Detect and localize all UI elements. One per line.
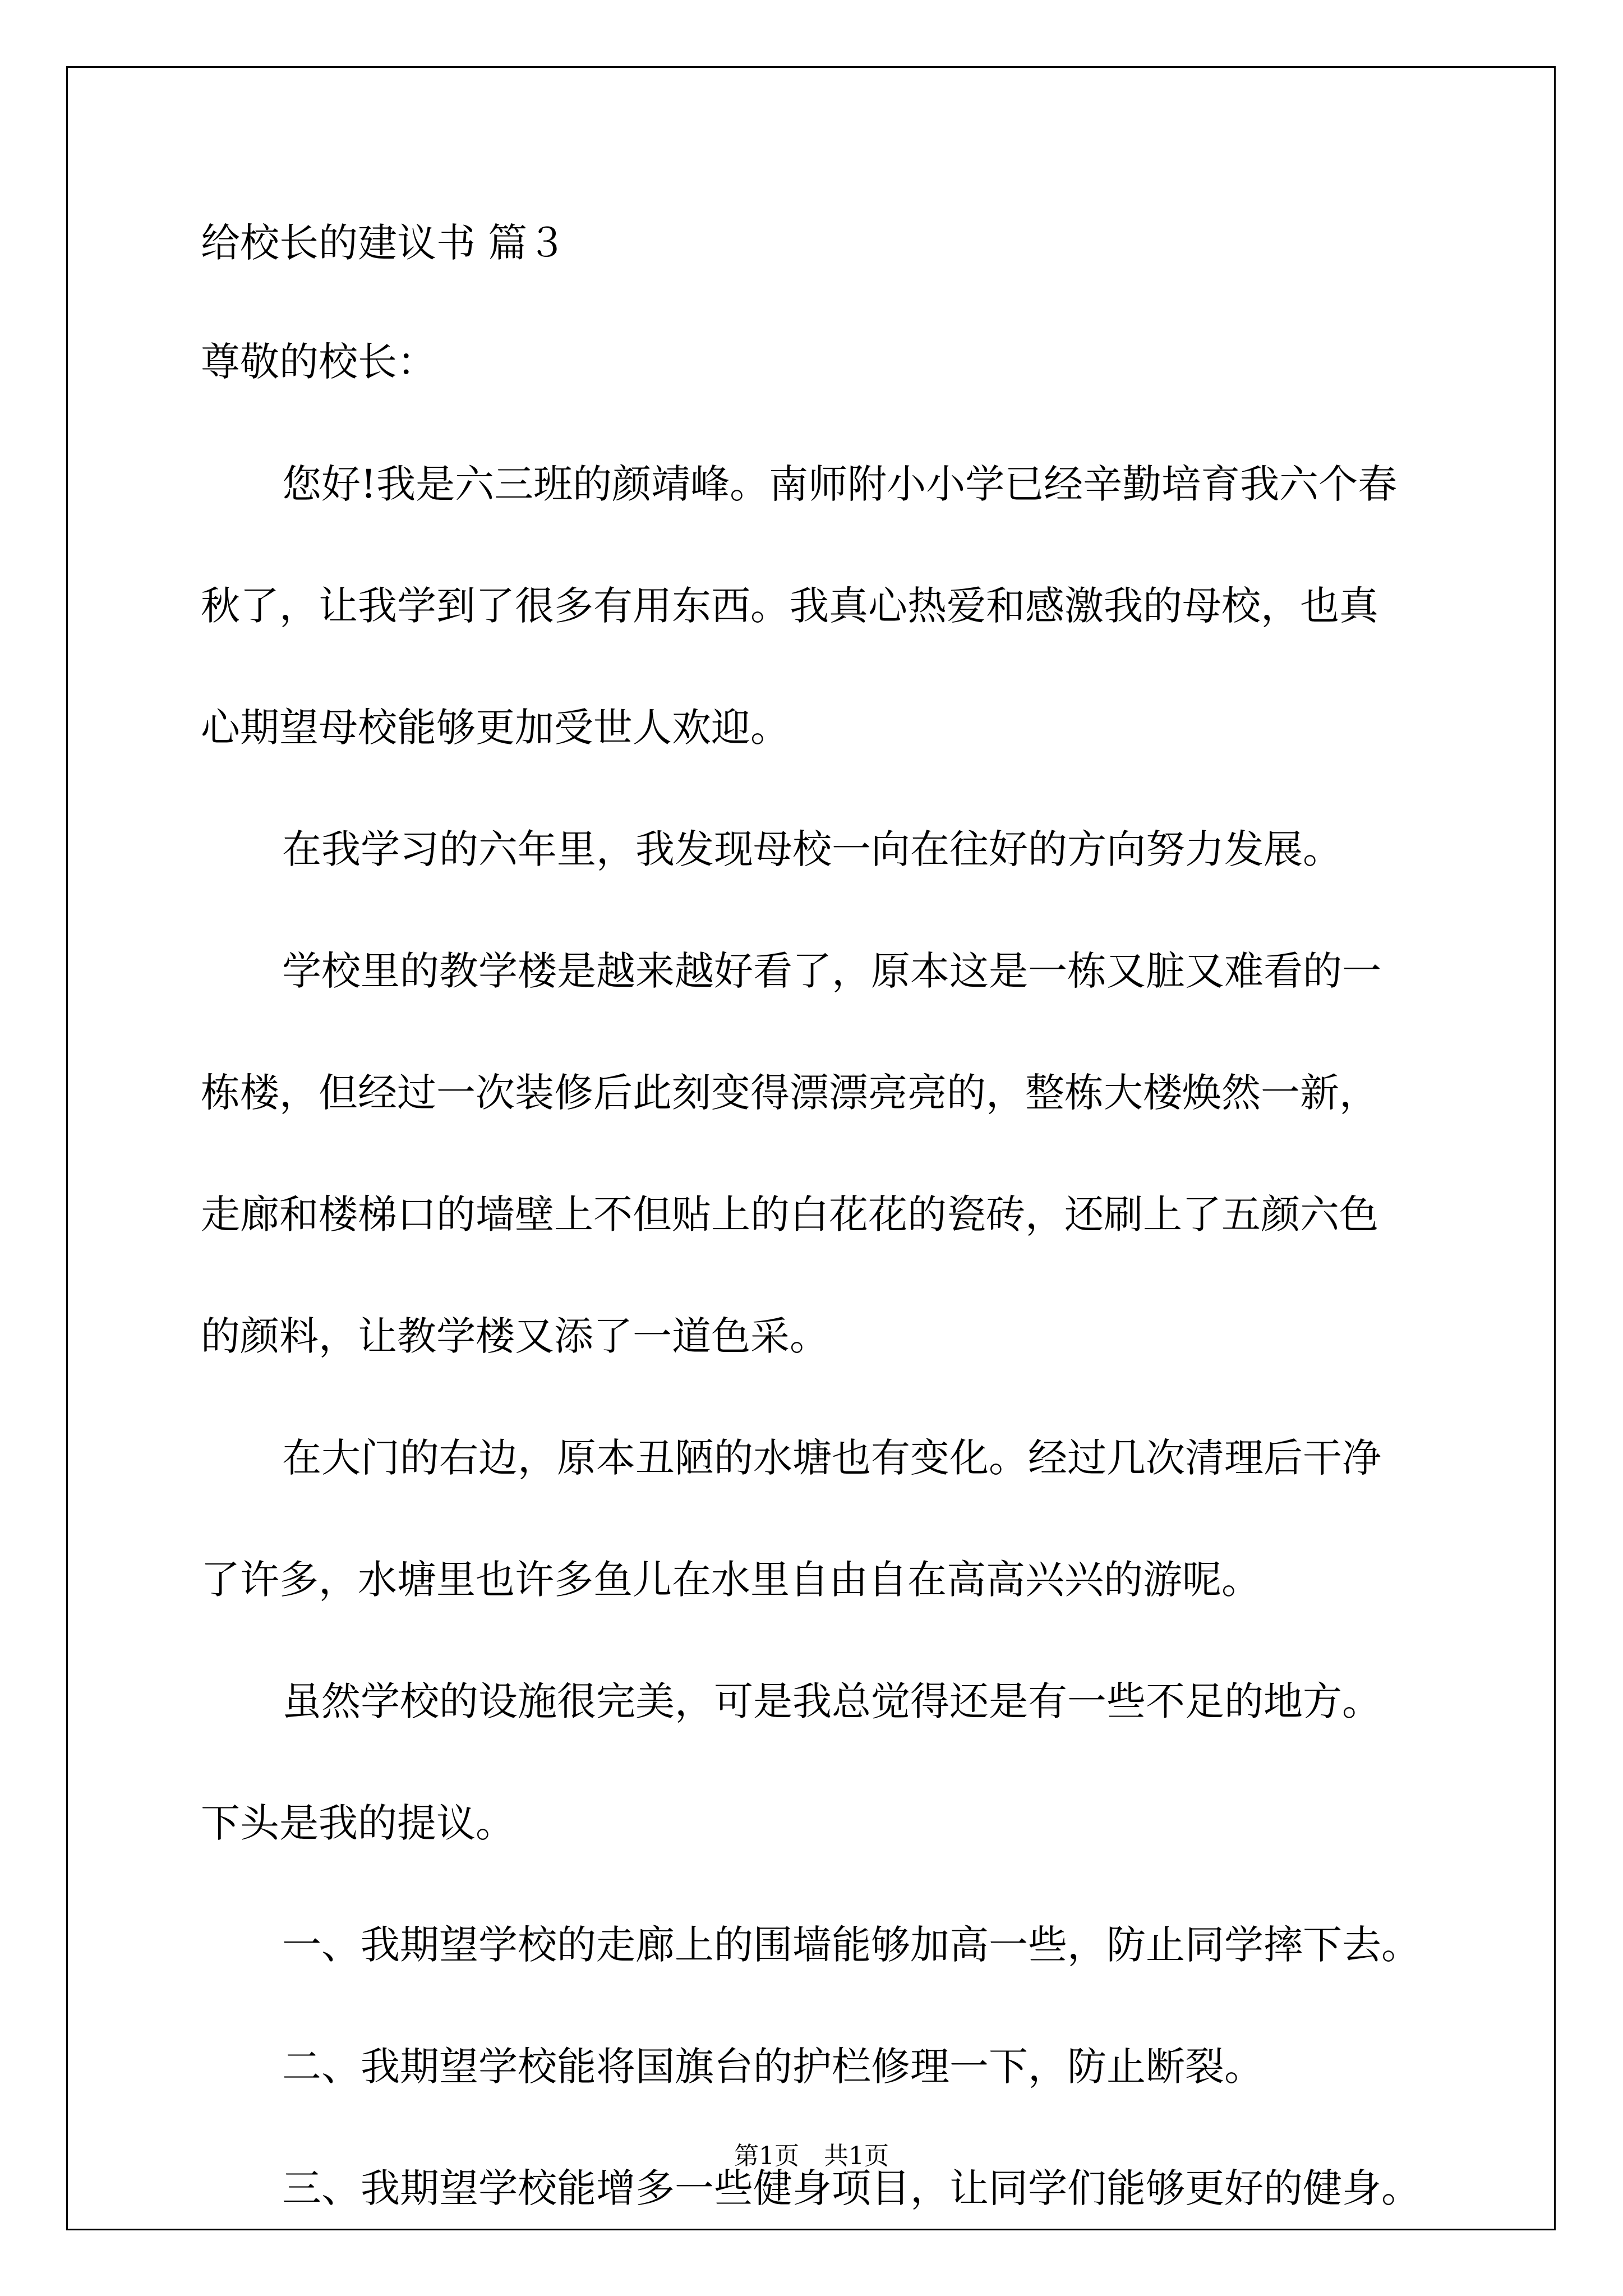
body-line: 心期望母校能够更加受世人欢迎。	[201, 705, 790, 751]
greeting: 尊敬的校长：	[201, 339, 436, 385]
body-line: 三、我期望学校能增多一些健身项目，让同学们能够更好的健身。	[282, 2165, 1421, 2211]
body-line: 虽然学校的设施很完美，可是我总觉得还是有一些不足的地方。	[282, 1678, 1381, 1724]
body-line: 秋了，让我学到了很多有用东西。我真心热爱和感激我的母校，也真	[201, 583, 1378, 629]
page-footer: 第1页 共1页	[734, 2142, 889, 2170]
document-body	[201, 220, 1423, 2290]
body-line: 二、我期望学校能将国旗台的护栏修理一下，防止断裂。	[282, 2044, 1264, 2090]
body-line: 在我学习的六年里，我发现母校一向在往好的方向努力发展。	[282, 826, 1342, 872]
body-line: 在大门的右边，原本丑陋的水塘也有变化。经过几次清理后干净	[282, 1435, 1381, 1481]
body-line: 栋楼，但经过一次装修后此刻变得漂漂亮亮的，整栋大楼焕然一新，	[201, 1070, 1378, 1116]
body-line: 学校里的教学楼是越来越好看了，原本这是一栋又脏又难看的一	[282, 948, 1381, 994]
body-line: 一、我期望学校的走廊上的围墙能够加高一些，防止同学摔下去。	[282, 1922, 1421, 1968]
body-line: 下头是我的提议。	[201, 1800, 515, 1846]
body-line: 走廊和楼梯口的墙壁上不但贴上的白花花的瓷砖，还刷上了五颜六色	[201, 1191, 1378, 1237]
body-line: 的颜料，让教学楼又添了一道色采。	[201, 1313, 829, 1359]
body-text	[201, 461, 1423, 2211]
body-line: 了许多，水塘里也许多鱼儿在水里自由自在高高兴兴的游呢。	[201, 1557, 1261, 1603]
body-line: 您好!我是六三班的颜靖峰。南师附小小学已经辛勤培育我六个春	[282, 461, 1398, 507]
document-title: 给校长的建议书 篇３	[201, 220, 567, 266]
